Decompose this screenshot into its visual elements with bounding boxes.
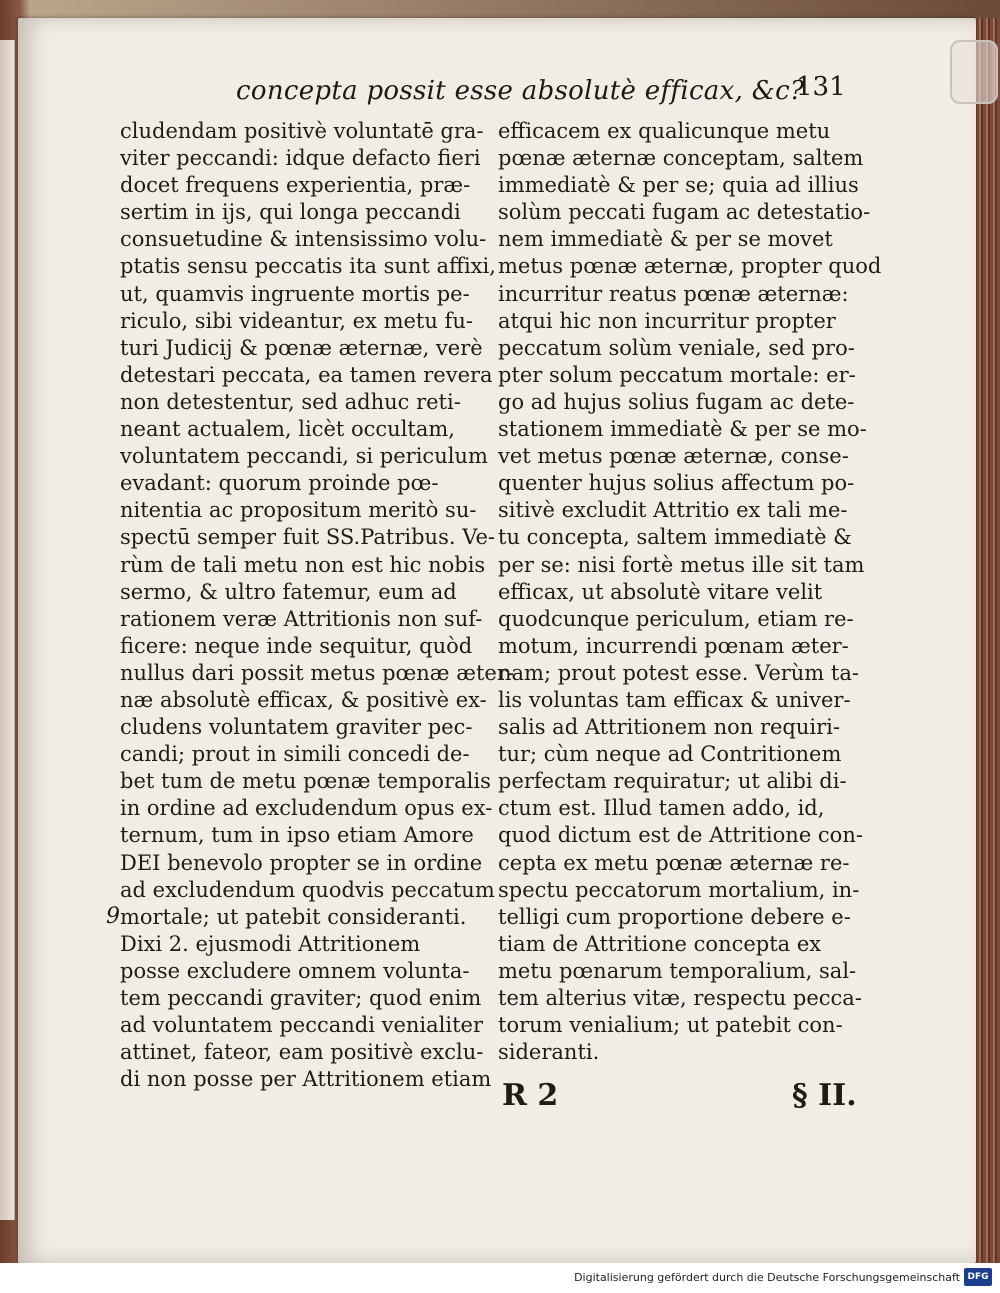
right-column-line: metu pœnarum temporalium, sal- — [498, 958, 857, 983]
right-column-line: efficacem ex qualicunque metu — [498, 119, 831, 143]
right-column-line: per se: nisi fortè metus ille sit tam — [498, 552, 865, 577]
left-column-line: docet frequens experientia, præ- — [120, 173, 471, 198]
left-column-line: neant actualem, licèt occultam, — [120, 417, 455, 442]
right-column-line: pœnæ æternæ conceptam, saltem — [498, 146, 864, 171]
right-column-line: telligi cum proportione debere e- — [498, 904, 851, 929]
right-column-line: peccatum solùm veniale, sed pro- — [498, 335, 855, 360]
margin-paragraph-number: 9 — [106, 904, 120, 929]
left-column-line: evadant: quorum proinde pœ- — [120, 471, 439, 496]
catchword: § II. — [792, 1078, 857, 1113]
left-column-line: ternum, tum in ipso etiam Amore — [120, 823, 474, 848]
right-column-line: pter solum peccatum mortale: er- — [498, 362, 856, 387]
right-column-line: tem alterius vitæ, respectu pecca- — [498, 986, 862, 1010]
left-column-line: nitentia ac propositum meritò su- — [120, 498, 477, 523]
right-column-line: atqui hic non incurritur propter — [498, 308, 836, 333]
right-column-line: metus pœnæ æternæ, propter quod — [498, 254, 882, 279]
right-column-line: sideranti. — [498, 1040, 600, 1065]
left-column-line: detestari peccata, ea tamen revera — [120, 362, 493, 387]
right-column-line: stationem immediatè & per se mo- — [498, 417, 867, 442]
left-column-line: sermo, & ultro fatemur, eum ad — [120, 579, 457, 604]
left-column-line: rationem veræ Attritionis non suf- — [120, 606, 483, 631]
left-column-line: turi Judicij & pœnæ æternæ, verè — [120, 335, 483, 360]
right-column — [498, 118, 882, 1066]
left-column-line: ficere: neque inde sequitur, quòd — [120, 633, 473, 658]
left-column-line: di non posse per Attritionem etiam — [120, 1067, 492, 1092]
right-column-line: tu concepta, saltem immediatè & — [498, 525, 852, 550]
right-column-line: lis voluntas tam efficax & univer- — [498, 687, 851, 712]
left-column-line: DEI benevolo propter se in ordine — [120, 850, 483, 875]
right-column-line: quod dictum est de Attritione con- — [498, 823, 863, 848]
right-column-line: immediatè & per se; quia ad illius — [498, 173, 859, 198]
right-column-line: motum, incurrendi pœnam æter- — [498, 633, 849, 658]
left-column-line: næ absolutè efficax, & positivè ex- — [120, 687, 487, 712]
left-column-line: cludendam positivè voluntatē gra- — [120, 119, 484, 143]
right-column-line: go ad hujus solius fugam ac dete- — [498, 389, 855, 414]
left-column — [120, 118, 514, 1093]
left-column-line: riculo, sibi videantur, ex metu fu- — [120, 308, 473, 333]
right-column-line: tur; cùm neque ad Contritionem — [498, 742, 842, 767]
book-edge-left — [0, 40, 15, 1220]
left-column-line: posse excludere omnem volunta- — [120, 958, 470, 983]
left-column-line: Dixi 2. ejusmodi Attritionem — [120, 931, 421, 956]
right-column-line: quodcunque periculum, etiam re- — [498, 606, 854, 631]
right-column-line: solùm peccati fugam ac detestatio- — [498, 200, 871, 225]
dfg-logo-icon: DFG — [964, 1268, 992, 1286]
book-edge-right — [976, 18, 1000, 1263]
left-column-line: ad voluntatem peccandi venialiter — [120, 1013, 483, 1038]
page-number: 131 — [796, 72, 846, 102]
right-column-line: torum venialium; ut patebit con- — [498, 1013, 843, 1038]
left-column-line: attinet, fateor, eam positivè exclu- — [120, 1040, 484, 1065]
left-column-line: ad excludendum quodvis peccatum — [120, 877, 495, 902]
running-title: concepta possit esse absolutè efficax, &c? — [236, 76, 805, 106]
left-column-line: spectū semper fuit SS.Patribus. Ve- — [120, 525, 495, 550]
left-column-line: in ordine ad excludendum opus ex- — [120, 796, 493, 821]
digitization-credit: Digitalisierung gefördert durch die Deutsche Forschungsgemeinschaft — [574, 1271, 960, 1284]
right-column-line: efficax, ut absolutè vitare velit — [498, 579, 823, 604]
left-column-line: voluntatem peccandi, si periculum — [120, 444, 488, 469]
left-column-line: ut, quamvis ingruente mortis pe- — [120, 281, 470, 306]
left-column-line: sertim in ijs, qui longa peccandi — [120, 200, 461, 225]
left-column-line: consuetudine & intensissimo volu- — [120, 227, 487, 252]
left-column-line: tem peccandi graviter; quod enim — [120, 986, 482, 1010]
page-clip — [950, 40, 998, 104]
right-column-line: ctum est. Illud tamen addo, id, — [498, 796, 825, 821]
right-column-line: perfectam requiratur; ut alibi di- — [498, 769, 847, 794]
left-column-line: viter peccandi: idque defacto fieri — [120, 146, 481, 171]
right-column-line: vet metus pœnæ æternæ, conse- — [498, 444, 849, 469]
right-column-line: quenter hujus solius affectum po- — [498, 471, 855, 496]
left-column-line: rùm de tali metu non est hic nobis — [120, 552, 486, 577]
right-column-line: cepta ex metu pœnæ æternæ re- — [498, 850, 850, 875]
signature-mark: R 2 — [502, 1078, 559, 1113]
left-column-line: nullus dari possit metus pœnæ æter- — [120, 660, 514, 685]
left-column-line: non detestentur, sed adhuc reti- — [120, 389, 461, 414]
left-column-line: cludens voluntatem graviter pec- — [120, 715, 473, 740]
right-column-line: sitivè excludit Attritio ex tali me- — [498, 498, 848, 523]
left-column-line: mortale; ut patebit consideranti. — [120, 904, 467, 929]
right-column-line: incurritur reatus pœnæ æternæ: — [498, 281, 849, 306]
right-column-line: spectu peccatorum mortalium, in- — [498, 877, 860, 902]
right-column-line: salis ad Attritionem non requiri- — [498, 715, 840, 740]
left-column-line: bet tum de metu pœnæ temporalis — [120, 769, 491, 794]
right-column-line: nem immediatè & per se movet — [498, 227, 833, 252]
left-column-line: ptatis sensu peccatis ita sunt affixi, — [120, 254, 496, 279]
left-column-line: candi; prout in simili concedi de- — [120, 742, 470, 767]
right-column-line: tiam de Attritione concepta ex — [498, 931, 822, 956]
right-column-line: nam; prout potest esse. Verùm ta- — [498, 660, 859, 685]
